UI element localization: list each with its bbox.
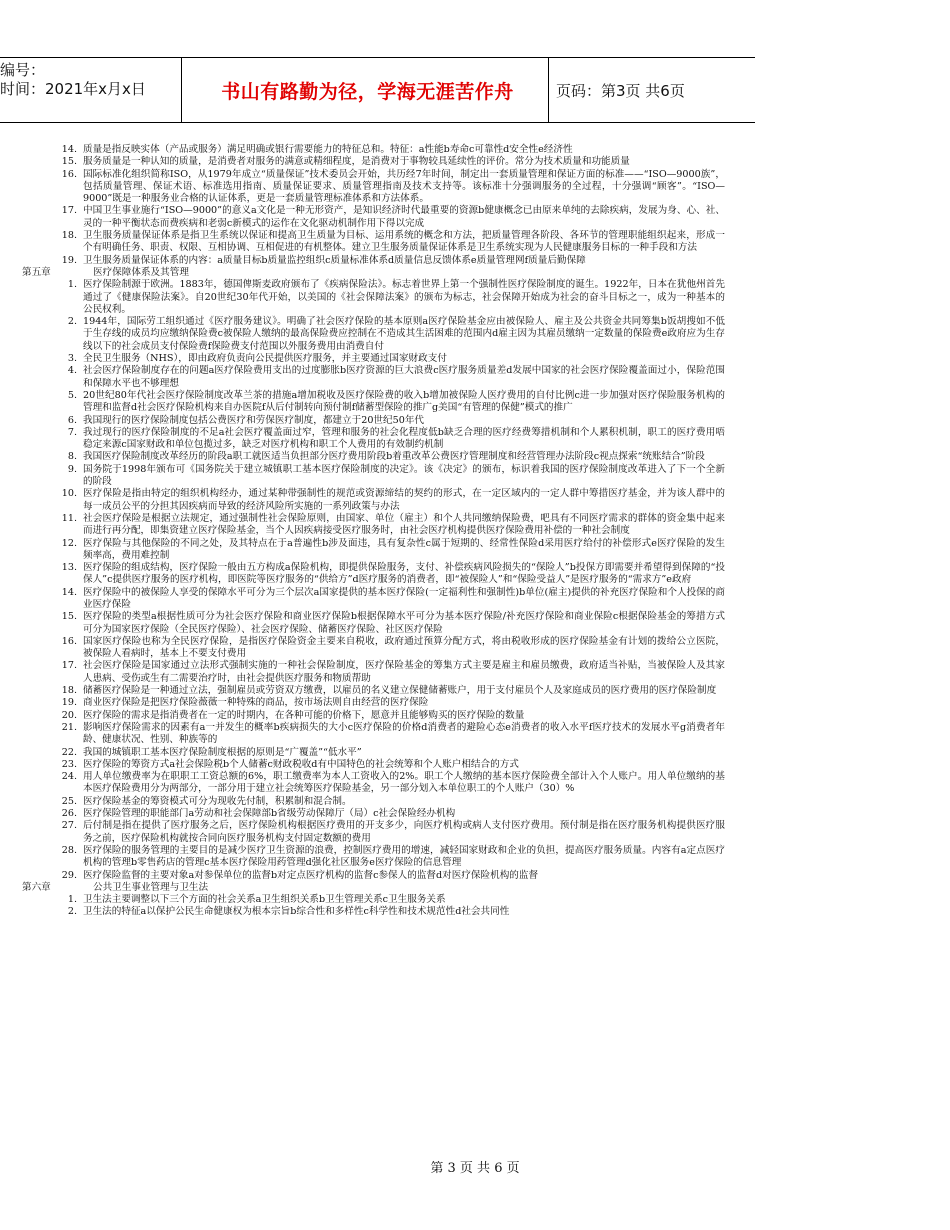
- list-item-text: 社会医疗保险制度存在的问题a医疗保险费用支出的过度膨胀b医疗资源的巨大浪费c医疗服务质量差d发展中国家的社会医疗保险覆盖面过小，保险范围和保障水平也不够理想: [83, 365, 725, 389]
- list-item: [20, 230, 725, 255]
- list-item-number: 1.: [67, 279, 77, 291]
- list-item-text: 我国医疗保险制度改革经历的阶段a职工就医适当负担部分医疗费用阶段b着重改革公费医疗管理制度和经营管理办法阶段c视点探索“统账结合”阶段: [83, 451, 705, 463]
- list-item-text: 储蓄医疗保险是一种通过立法，强制雇员或劳资双方缴费，以雇员的名义建立保健储蓄账户，用于支付雇员个人及家庭成员的医疗费用的医疗保险制度: [83, 685, 717, 697]
- list-item-number: 22.: [61, 746, 77, 758]
- list-item-number: 7.: [67, 426, 77, 438]
- chapter-title: 公共卫生事业管理与卫生法: [93, 881, 209, 893]
- list-item-text: 医疗保险的筹资方式a社会保险税b个人储蓄c财政税收d有中国特色的社会统筹和个人账户相结合的方式: [83, 758, 519, 770]
- list-item-text: 中国卫生事业施行“ISO—9000”的意义a文化是一种无形资产，是知识经济时代最重要的资源b健康概念已由原来单纯的去除疾病，发展为身、心、社、灵的一种平衡状态而费疾病和老弱c新模式的运作在文化驱动机制作用下得以完成: [83, 205, 725, 229]
- list-item: [20, 513, 725, 538]
- list-item-text: 医疗保险的服务管理的主要目的是减少医疗卫生资源的浪费，控制医疗费用的增速，减轻国家财政和企业的负担，提高医疗服务质量。内容有a定点医疗机构的管理b零售药店的管理c基本医疗保险用药管理d强化社区服务e医疗保险的信息管理: [83, 844, 725, 869]
- list-item-text: 1944年，国际劳工组织通过《医疗服务建议》。明确了社会医疗保险的基本原则a医疗保险基金应由被保险人、雇主及公共资金共同筹集b饭胡搜如不低于生存线的成员均应缴纳保险费c被保险人缴纳的最高保险费应控制在不造成其生活困难的范围内d雇主因为其雇员缴纳一定数量的保险费e政府应为生存线以下的社会成员支付保险费f保险费支付范围以外服务费用由消费自付: [83, 316, 725, 352]
- list-item: [20, 316, 725, 353]
- list-item: [20, 636, 725, 661]
- list-item-number: 23.: [61, 758, 77, 770]
- list-item-number: 14.: [61, 144, 77, 155]
- list-item-text: 卫生法的特征a以保护公民生命健康权为根本宗旨b综合性和多样性c科学性和技术规范性d社会共同性: [83, 906, 510, 918]
- list-item-number: 24.: [61, 771, 77, 783]
- list-item-text: 我国现行的医疗保险制度包括公费医疗和劳保医疗制度，都建立于20世纪50年代: [83, 414, 425, 426]
- list-item-number: 11.: [61, 512, 77, 524]
- chapter-title: 医疗保障体系及其管理: [93, 266, 189, 278]
- list-item-text: 卫生法主要调整以下三个方面的社会关系a卫生组织关系b卫生管理关系c卫生服务关系: [83, 894, 446, 906]
- document-number-label: 编号：: [0, 61, 46, 79]
- list-item-number: 13.: [61, 562, 77, 574]
- header-top-rule: [0, 57, 755, 58]
- header-meta: [0, 61, 146, 99]
- list-item-text: 医疗保险的组成结构，医疗保险一般由五方构成a保险机构，即提供保险服务，支付、补偿疾病风险损失的“保险人”b投保方即需要并希望得到保障的“投保人”c提供医疗服务的医疗机构，即医院等医疗服务的“供给方”d医疗服务的消费者，即“被保险人”和“保险受益人”是医疗服务的“需求方”e政府: [83, 562, 725, 586]
- list-item: [20, 611, 725, 636]
- list-item: [20, 353, 725, 365]
- list-item: [20, 697, 725, 709]
- list-item: [20, 906, 725, 918]
- list-item: [20, 710, 725, 722]
- list-item: [20, 156, 725, 168]
- list-item-text: 用人单位缴费率为在职职工工资总额的6%，职工缴费率为本人工资收入的2%。职工个人缴纳的基本医疗保险费全部计入个人账户。用人单位缴纳的基本医疗保险费用分为两部分，一部分用于建立社会统筹医疗保险基金，另一部分划入本单位职工的个人账户（30）%: [83, 771, 725, 795]
- chapter-number: 第六章: [22, 881, 51, 893]
- list-item: [20, 169, 725, 206]
- list-item-text: 医疗保险制源于欧洲。1883年，德国俾斯麦政府颁布了《疾病保险法》。标志着世界上第一个强制性医疗保险制度的诞生。1922年，日本在犹他州首先通过了《健康保险法案》。自20世纪30年代开始，以美国的《社会保障法案》的颁布为标志，社会保障开始成为社会的奋斗目标之一，成为一种基本的公民权利。: [83, 279, 725, 315]
- list-item-text: 国务院于1998年颁布可《国务院关于建立城镇职工基本医疗保险制度的决定》。该《决定》的颁布，标识着我国的医疗保险制度改革进入了下一个全新的阶段: [83, 463, 725, 488]
- list-item-text: 医疗保险是指由特定的组织机构经办，通过某种带强制性的规范或资源缔结的契约的形式，在一定区域内的一定人群中筹措医疗基金，并为该人群中的每一成员公平的分担其因疾病而导致的经济风险所实施的一系列政策与办法: [83, 488, 725, 512]
- list-item: [20, 255, 725, 267]
- list-item-text: 医疗保险的需求是指消费者在一定的时期内，在各种可能的价格下，愿意并且能够购买的医疗保险的数量: [83, 709, 525, 721]
- list-item-text: 医疗保险基金的筹资模式可分为现收先付制，积累制和混合制。: [83, 795, 352, 807]
- list-item: [20, 845, 725, 870]
- chapter-heading: [20, 882, 725, 894]
- list-item-text: 质量是指反映实体（产品或服务）满足明确或银行需要能力的特征总和。特征：a性能b寿命c可靠性d安全性e经济性: [83, 144, 573, 155]
- header-bottom-rule: [0, 122, 755, 123]
- list-item-number: 1.: [67, 894, 77, 906]
- list-item-number: 2.: [67, 906, 77, 918]
- list-item-number: 3.: [67, 353, 77, 365]
- list-item-number: 17.: [61, 660, 77, 672]
- list-item: [20, 587, 725, 612]
- list-item-text: 卫生服务质量保证体系的内容：a质量目标b质量监控组织c质量标准体系d质量信息反馈体系e质量管理网f质量后勤保障: [83, 254, 586, 266]
- list-item: [20, 660, 725, 685]
- list-item-text: 医疗保险的类型a根据性质可分为社会医疗保险和商业医疗保险b根据保障水平可分为基本医疗保险/补充医疗保险和商业保险c根据保险基金的筹措方式可分为国家医疗保险（全民医疗保险）、社会医疗保险、储蓄医疗保险、社区医疗保险: [83, 611, 725, 635]
- list-item: [20, 771, 725, 796]
- list-item-number: 4.: [67, 365, 77, 377]
- header-page-label: 页码：第3页 共6页: [556, 82, 685, 100]
- list-item: [20, 808, 725, 820]
- list-item-text: 我过现行的医疗保险制度的不足a社会医疗覆盖面过窄，管理和服务的社会化程度低b缺乏合理的医疗经费筹措机制和个人累积机制，职工的医疗费用唔稳定来源c国家财政和单位包揽过多，缺乏对医疗机构和职工个人费用的有效制约机制: [83, 426, 725, 451]
- list-item-number: 2.: [67, 316, 77, 328]
- list-item-number: 15.: [61, 611, 77, 623]
- list-item-number: 29.: [61, 869, 77, 881]
- list-item-number: 17.: [61, 205, 77, 217]
- list-item-text: 医疗保险与其他保险的不同之处，及其特点在于a普遍性b涉及面违，具有复杂性c属于短期的、经常性保险d采用医疗给付的补偿形式e医疗保险的发生频率高，费用难控制: [83, 537, 725, 561]
- list-item-number: 9.: [67, 463, 77, 475]
- list-item: [20, 451, 725, 463]
- list-item-number: 28.: [61, 844, 77, 856]
- list-item-text: 我国的城镇职工基本医疗保险制度根据的原则是“广覆盖”“低水平”: [83, 746, 362, 758]
- list-item: [20, 796, 725, 808]
- list-item-number: 21.: [61, 721, 77, 733]
- list-item-text: 后付制是指在提供了医疗服务之后，医疗保险机构根据医疗费用的开支多少，向医疗机构或病人支付医疗费用。预付制是指在医疗服务机构提供医疗服务之前，医疗保险机构就按合同向医疗服务机构支付固定数额的费用: [83, 820, 725, 844]
- list-item-number: 25.: [61, 795, 77, 807]
- list-item: [20, 365, 725, 390]
- list-item-number: 10.: [61, 488, 77, 500]
- list-item: [20, 538, 725, 563]
- list-item-text: 卫生服务质量保证体系是指卫生系统以保证和提高卫生质量为目标、运用系统的概念和方法，把质量管理各阶段、各环节的管理职能组织起来，形成一个有明确任务、职责、权限、互相协调、互相促进的有机整体。建立卫生服务质量保证体系是卫生系统实现为人民健康服务目标的一种手段和方法: [83, 230, 725, 254]
- list-item-number: 26.: [61, 808, 77, 820]
- list-item: [20, 820, 725, 845]
- list-item-number: 15.: [61, 156, 77, 168]
- list-item: [20, 415, 725, 427]
- list-item-text: 医疗保险管理的职能部门a劳动和社会保障部b省级劳动保障厅（局）c社会保险经办机构: [83, 808, 456, 820]
- list-item-number: 20.: [61, 709, 77, 721]
- list-item-number: 12.: [61, 537, 77, 549]
- list-item-number: 16.: [61, 635, 77, 647]
- page-footer: 第 3 页 共 6 页: [430, 1161, 520, 1176]
- list-item-text: 医疗保险中的被保险人享受的保障水平可分为三个层次a国家提供的基本医疗保险(一定福利性和强制性)b单位(雇主)提供的补充医疗保险和个人投保的商业医疗保险: [83, 586, 725, 610]
- list-item-text: 商业医疗保险是把医疗保险薇薇一种特殊的商品，按市场法则自由经营的医疗保险: [83, 697, 429, 709]
- list-item: [20, 722, 725, 747]
- list-item: [20, 427, 725, 452]
- header-motto: 书山有路勤为径，学海无涯苦作舟: [221, 81, 514, 103]
- list-item: [20, 562, 725, 587]
- list-item: [20, 759, 725, 771]
- list-item-number: 8.: [67, 451, 77, 463]
- chapter-number: 第五章: [22, 266, 51, 278]
- document-body: [20, 144, 725, 919]
- list-item-number: 16.: [61, 168, 77, 180]
- list-item: [20, 894, 725, 906]
- list-item: [20, 685, 725, 697]
- list-item-text: 社会医疗保险是根据立法规定，通过强制性社会保险原则，由国家、单位（雇主）和个人共同缴纳保险费，吧具有不同医疗需求的群体的资金集中起来而进行再分配，即集资建立医疗保险基金，当个人因疾病接受医疗服务时，由社会医疗机构提供医疗保险费用补偿的一种社会制度: [83, 512, 725, 537]
- list-item: [20, 279, 725, 316]
- list-item-number: 14.: [61, 586, 77, 598]
- list-item-text: 国际标准化组织简称ISO，从1979年成立“质量保证”技术委员会开始，共历经7年时间，制定出一套质量管理和保证方面的标准——“ISO—9000族”，包括质量管理、保证术语、标准选用指南、质量保证要求、质量管理指南及技术支持等。该标准十分强调服务的全过程，十分强调“顾客”。“ISO—9000”既是一种服务业合格的认证体系，更是一套质量管理标准体系和方法体系。: [83, 168, 725, 205]
- list-item-text: 服务质量是一种认知的质量，是消费者对服务的满意或精细程度，是消费对于事物较具延续性的评价。常分为技术质量和功能质量: [83, 156, 630, 168]
- list-item-text: 20世纪80年代社会医疗保险制度改革兰茶的措施a增加税收及医疗保险费的收入b增加被保险人医疗费用的自付比例c进一步加强对医疗保险服务机构的管理和监督d社会医疗保险机构来自办医院f从后付制转向预付制f储蓄型保险的推广g美国“有管理的保健”模式的推广: [83, 389, 725, 414]
- list-item-text: 全民卫生服务（NHS），即由政府负责向公民提供医疗服务，并主要通过国家财政支付: [83, 353, 447, 365]
- list-item: [20, 488, 725, 513]
- list-item-text: 社会医疗保险是国家通过立法形式强制实施的一种社会保险制度，医疗保险基金的筹集方式主要是雇主和雇员缴费，政府适当补贴，当被保险人及其家人患病、受伤或生有二需要治疗时，由社会提供医疗服务和物质帮助: [83, 660, 725, 684]
- document-time-label: 时间：2021年x月x日: [0, 80, 146, 98]
- list-item-number: 18.: [61, 230, 77, 242]
- list-item-number: 18.: [61, 685, 77, 697]
- list-item: [20, 205, 725, 230]
- list-item-number: 6.: [67, 414, 77, 426]
- list-item-number: 19.: [61, 697, 77, 709]
- list-item: [20, 144, 725, 156]
- list-item: [20, 464, 725, 489]
- header-divider: [181, 57, 182, 122]
- list-item-text: 影响医疗保险需求的因素有a一并发生的概率b疾病损失的大小c医疗保险的价格d消费者的避险心态e消费者的收入水平f医疗技术的发展水平g消费者年龄、健康状况、性别、种族等的: [83, 721, 725, 746]
- list-item: [20, 390, 725, 415]
- list-item-text: 国家医疗保险也称为全民医疗保险，是指医疗保险资金主要来自税收，政府通过预算分配方式，将由税收形成的医疗保险基金有计划的拨给公立医院，被保险人看病时，基本上不要支付费用: [83, 635, 725, 660]
- page-header: [0, 53, 755, 123]
- list-item-text: 医疗保险监督的主要对象a对参保单位的监督b对定点医疗机构的监督c参保人的监督d对医疗保险机构的监督: [83, 869, 539, 881]
- list-item-number: 5.: [67, 389, 77, 401]
- list-item-number: 27.: [61, 820, 77, 832]
- chapter-heading: [20, 267, 725, 279]
- list-item: [20, 747, 725, 759]
- list-item-number: 19.: [61, 254, 77, 266]
- list-item: [20, 870, 725, 882]
